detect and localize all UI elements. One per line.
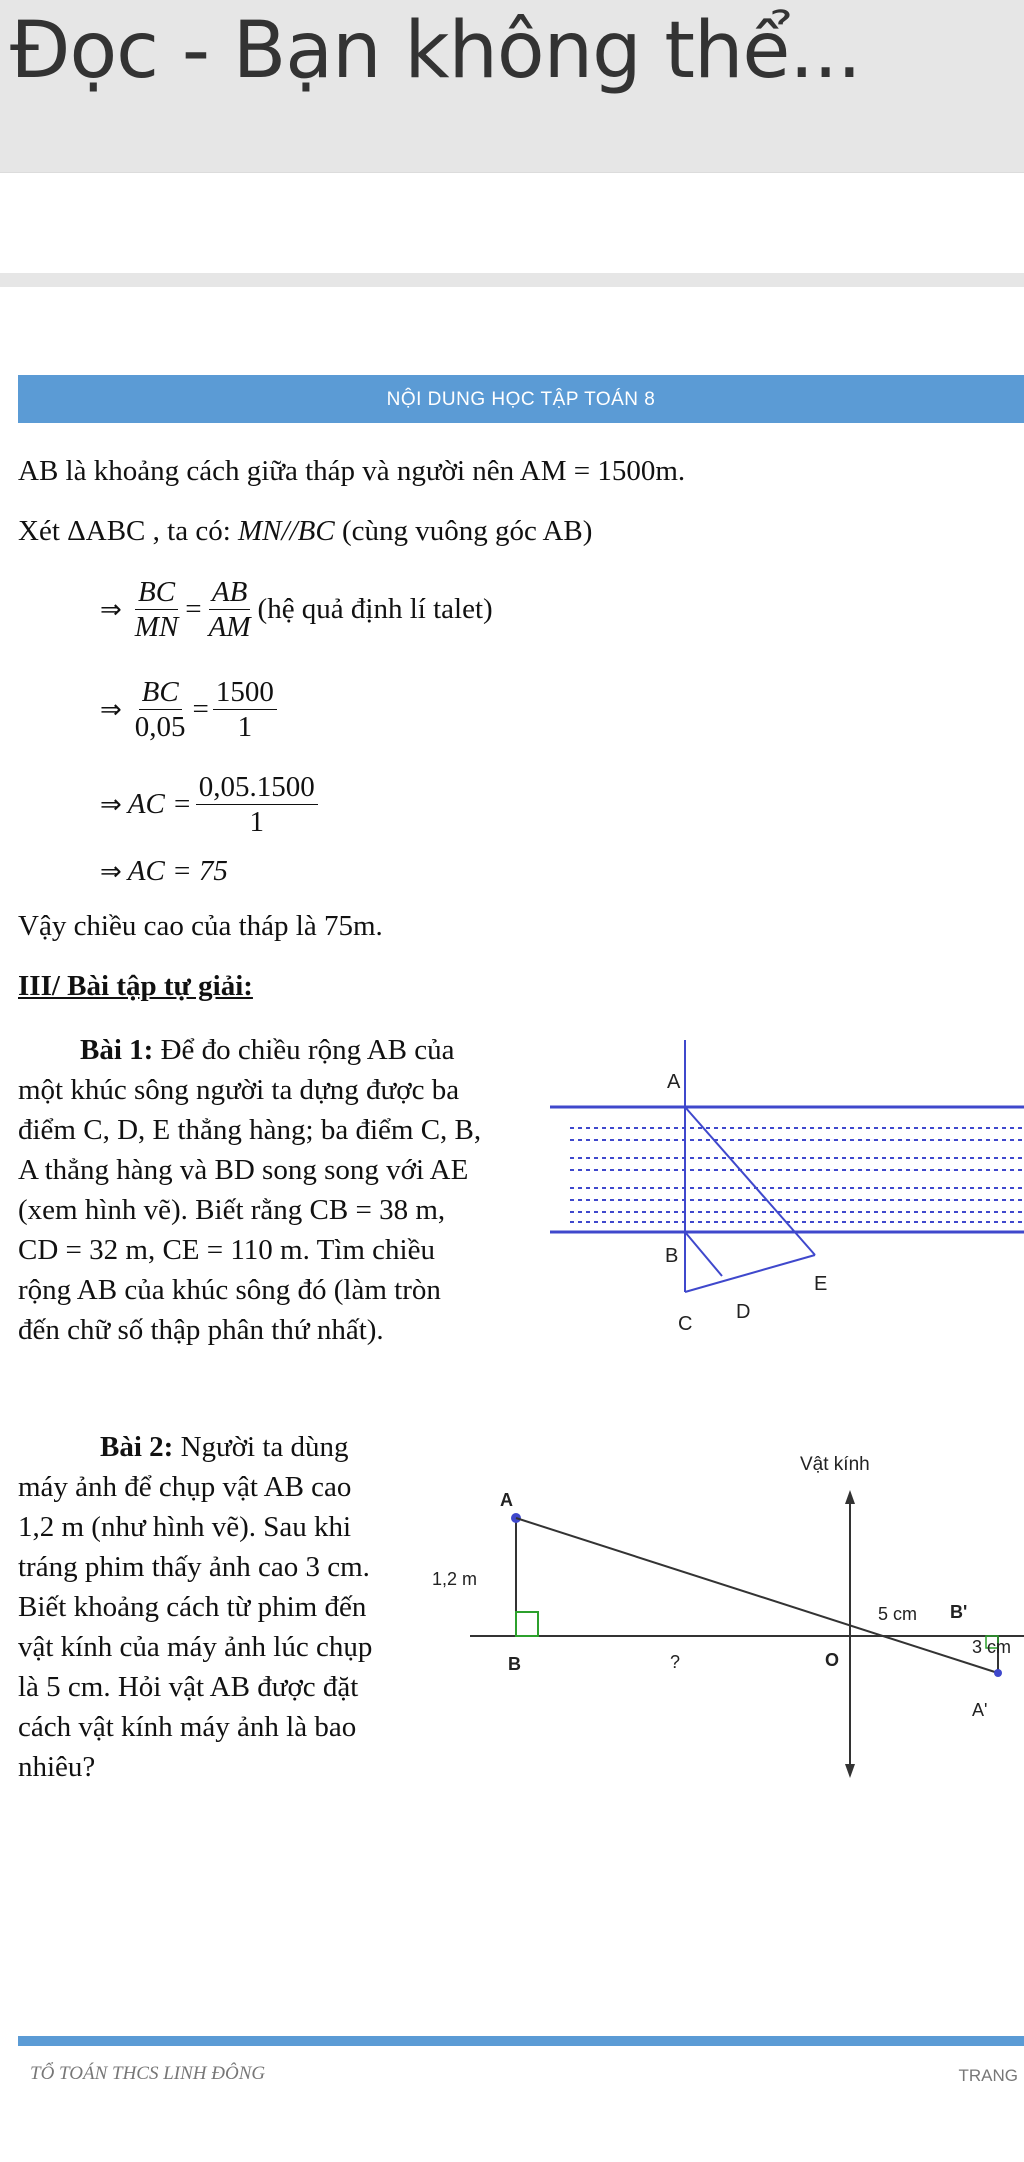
- footer-page-label: TRANG: [958, 2066, 1018, 2085]
- solution-line-2: Xét ΔABC , ta có: MN//BC (cùng vuông góc AB): [18, 515, 593, 547]
- river-figure: [550, 1040, 1024, 1340]
- lens-label: Vật kính: [800, 1454, 870, 1475]
- point-a-label: A: [667, 1071, 681, 1093]
- point-e-label: E: [814, 1273, 828, 1295]
- footer-left-text: TỔ TOÁN THCS LINH ĐÔNG: [30, 2063, 266, 2084]
- page-separator: [0, 273, 1024, 287]
- point-o-label: O: [825, 1650, 840, 1670]
- point-b-label: B: [665, 1245, 679, 1267]
- point-c-label: C: [678, 1313, 693, 1335]
- point-b-prime-label: B': [950, 1602, 968, 1622]
- camera-figure: [430, 1440, 1024, 1780]
- point-d-label: D: [736, 1301, 751, 1323]
- conclusion: Vậy chiều cao của tháp là 75m.: [18, 910, 383, 942]
- film-distance-label: 5 cm: [878, 1604, 918, 1624]
- footer-divider: [18, 2036, 1024, 2046]
- unknown-distance-label: ?: [670, 1652, 681, 1672]
- exercise-1-text: Bài 1: Để đo chiều rộng AB của một khúc sông người ta dựng được ba điểm C, D, E thẳng hàng; ba điểm C, B, A thẳng hàng và BD song song với AE (xem hình vẽ). Biết rằng CB = 38 m, CD = 32 m, CE = 110 m. Tìm chiều rộng AB của khúc sông đó (làm tròn đến chữ số thập phân thứ nhất).: [18, 1034, 482, 1346]
- exercise-2-text: Bài 2: Người ta dùng máy ảnh để chụp vật AB cao 1,2 m (như hình vẽ). Sau khi tráng phim thấy ảnh cao 3 cm. Biết khoảng cách từ phim đến vật kính của máy ảnh lúc chụp là 5 cm. Hỏi vật AB được đặt cách vật kính máy ảnh là bao nhiêu?: [18, 1431, 373, 1783]
- point-a-label: A: [500, 1490, 513, 1510]
- app-title: Đọc - Bạn không thể...: [10, 6, 861, 96]
- section-heading: III/ Bài tập tự giải:: [18, 970, 253, 1002]
- equation-4: ⇒ AC = 75: [100, 855, 228, 887]
- equation-1: ⇒ $\frac{BC}{MN}$ = $\frac{AB}{AM}$ (hệ quả định lí talet): [100, 576, 493, 643]
- image-height-label: 3 cm: [972, 1637, 1012, 1657]
- solution-line-1: AB là khoảng cách giữa tháp và người nên AM = 1500m.: [18, 455, 686, 487]
- document-header: NỘI DUNG HỌC TẬP TOÁN 8: [18, 375, 1024, 423]
- app-title-bar: [0, 0, 1024, 173]
- point-b-label: B: [508, 1654, 521, 1674]
- equation-2: ⇒ $\frac{BC}{0,05}$ = $\frac{1500}{1}$: [100, 675, 281, 744]
- point-a-prime-label: A': [972, 1700, 988, 1720]
- object-height-label: 1,2 m: [432, 1569, 478, 1589]
- equation-3: ⇒ AC = $\frac{0,05.1500}{1}$: [100, 770, 322, 839]
